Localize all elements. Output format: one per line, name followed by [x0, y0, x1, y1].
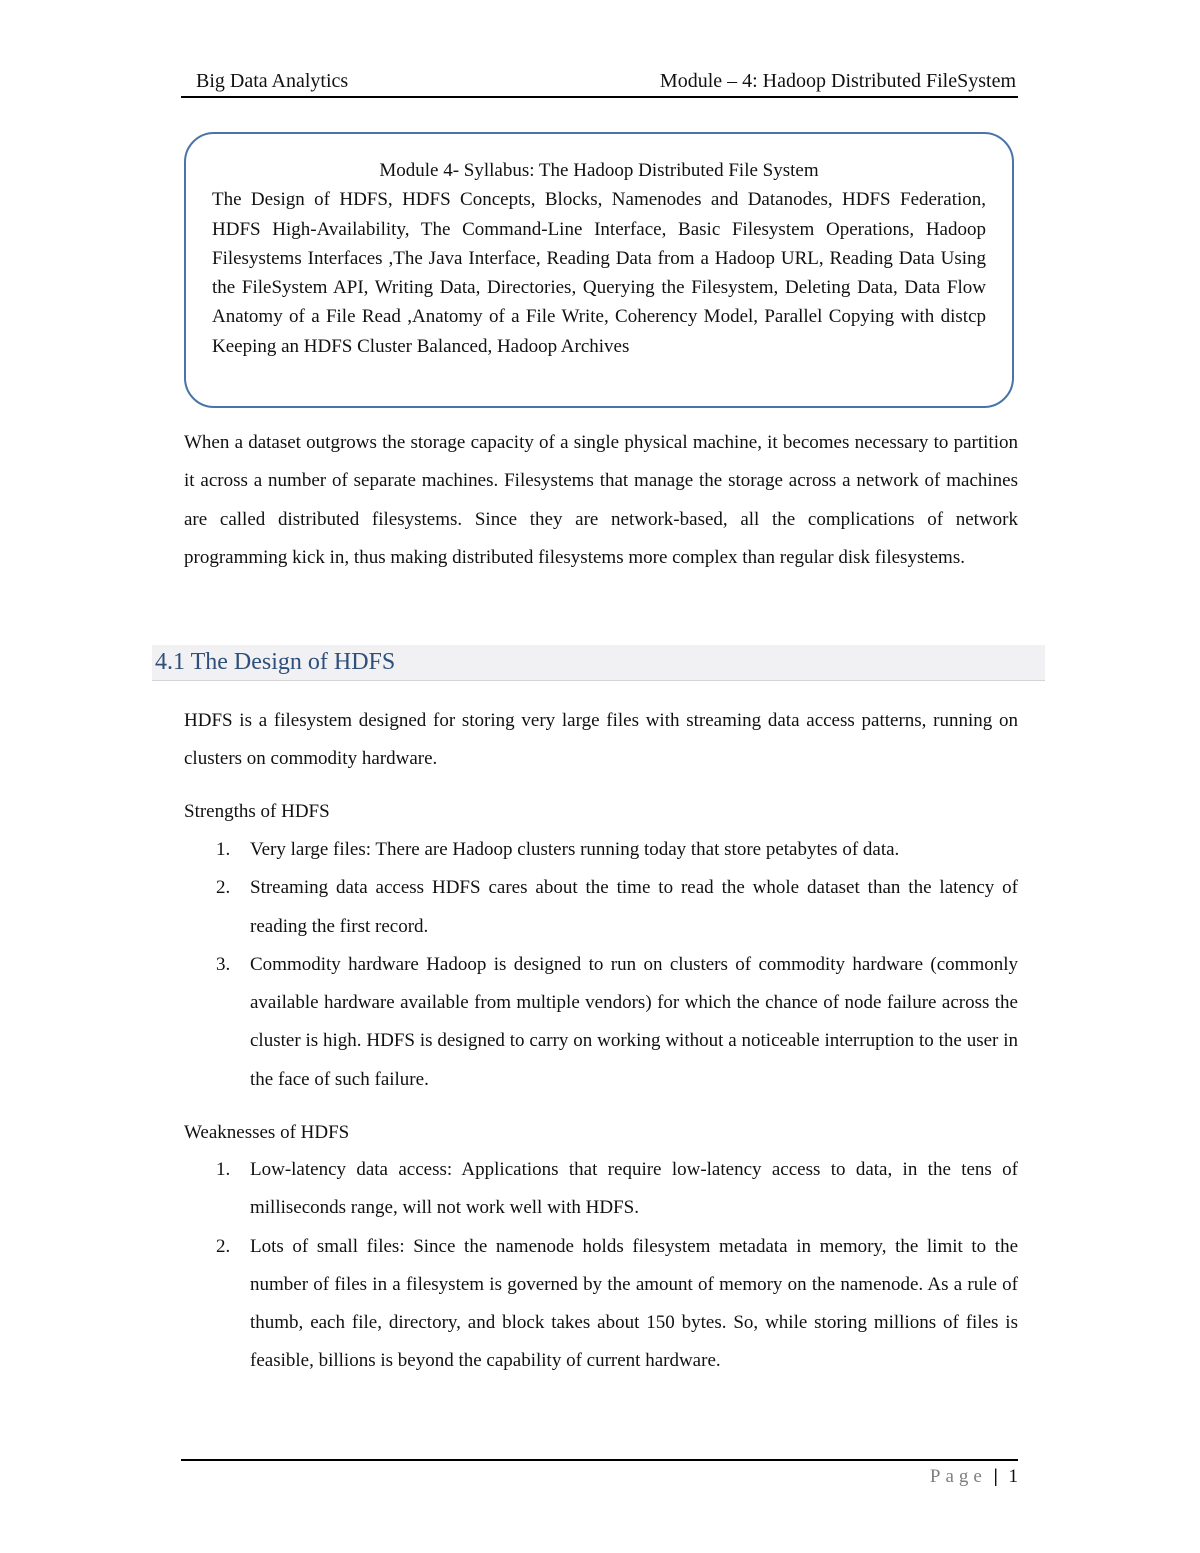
page-number-value: 1	[1008, 1466, 1018, 1487]
list-item-text: Lots of small files: Since the namenode holds filesystem metadata in memory, the limit to the number of files in a filesystem is governed by the amount of memory on the namenode. As a rule of thumb, each file, directory, and block takes about 150 bytes. So, while storing millions of files is feasible, billions is beyond the capability of current hardware.	[250, 1235, 1018, 1372]
list-item-number: 2.	[216, 877, 231, 899]
strengths-list	[184, 831, 1018, 1099]
header-course-title: Big Data Analytics	[196, 70, 349, 92]
list-item-text: Commodity hardware Hadoop is designed to run on clusters of commodity hardware (commonly available hardware available from multiple vendors) for which the chance of node failure across the cluster is high. HDFS is designed to carry on working without a noticeable interruption to the user in the face of such failure.	[250, 953, 1018, 1090]
strengths-heading: Strengths of HDFS	[184, 801, 330, 822]
section-heading: 4.1 The Design of HDFS	[152, 645, 1045, 681]
list-item	[184, 869, 1018, 946]
list-item-number: 1.	[216, 1159, 231, 1180]
design-paragraph: HDFS is a filesystem designed for storing very large files with streaming data access patterns, running on clusters on commodity hardware.	[184, 710, 1018, 770]
syllabus-box	[184, 132, 1014, 408]
list-item-number: 3.	[216, 953, 231, 975]
list-item-text: Very large files: There are Hadoop clusters running today that store petabytes of data.	[250, 839, 900, 860]
page-number	[930, 1466, 1018, 1488]
list-item-text: Streaming data access HDFS cares about the time to read the whole dataset than the latency of reading the first record.	[250, 877, 1018, 937]
list-item	[184, 1151, 1018, 1228]
list-item-number: 2.	[216, 1235, 231, 1257]
list-item	[184, 831, 1018, 869]
page-separator: |	[993, 1466, 998, 1487]
list-item	[184, 946, 1018, 1099]
intro-paragraph: When a dataset outgrows the storage capacity of a single physical machine, it becomes necessary to partition it across a number of separate machines. Filesystems that manage the storage across a network of machines are called distributed filesystems. Since they are network-based, all the complications of network programming kick in, thus making distributed filesystems more complex than regular disk filesystems.	[184, 432, 1018, 568]
list-item-number: 1.	[216, 839, 231, 860]
syllabus-title: Module 4- Syllabus: The Hadoop Distributed File System	[379, 160, 819, 181]
weaknesses-heading: Weaknesses of HDFS	[184, 1122, 350, 1143]
page-header	[181, 62, 1018, 98]
footer-divider	[181, 1459, 1018, 1461]
syllabus-body: The Design of HDFS, HDFS Concepts, Blocks, Namenodes and Datanodes, HDFS Federation, HDFS High-Availability, The Command-Line Interface, Basic Filesystem Operations, Hadoop Filesystems Interfaces ,The Java Interface, Reading Data from a Hadoop URL, Reading Data Using the FileSystem API, Writing Data, Directories, Querying the Filesystem, Deleting Data, Data Flow Anatomy of a File Read ,Anatomy of a File Write, Coherency Model, Parallel Copying with distcp Keeping an HDFS Cluster Balanced, Hadoop Archives	[212, 189, 986, 357]
list-item	[184, 1228, 1018, 1381]
list-item-text: Low-latency data access: Applications that require low-latency access to data, in the tens of milliseconds range, will not work well with HDFS.	[250, 1159, 1018, 1219]
header-module-title: Module – 4: Hadoop Distributed FileSystem	[659, 70, 1016, 92]
weaknesses-list	[184, 1151, 1018, 1381]
page-label: Page	[929, 1466, 987, 1487]
